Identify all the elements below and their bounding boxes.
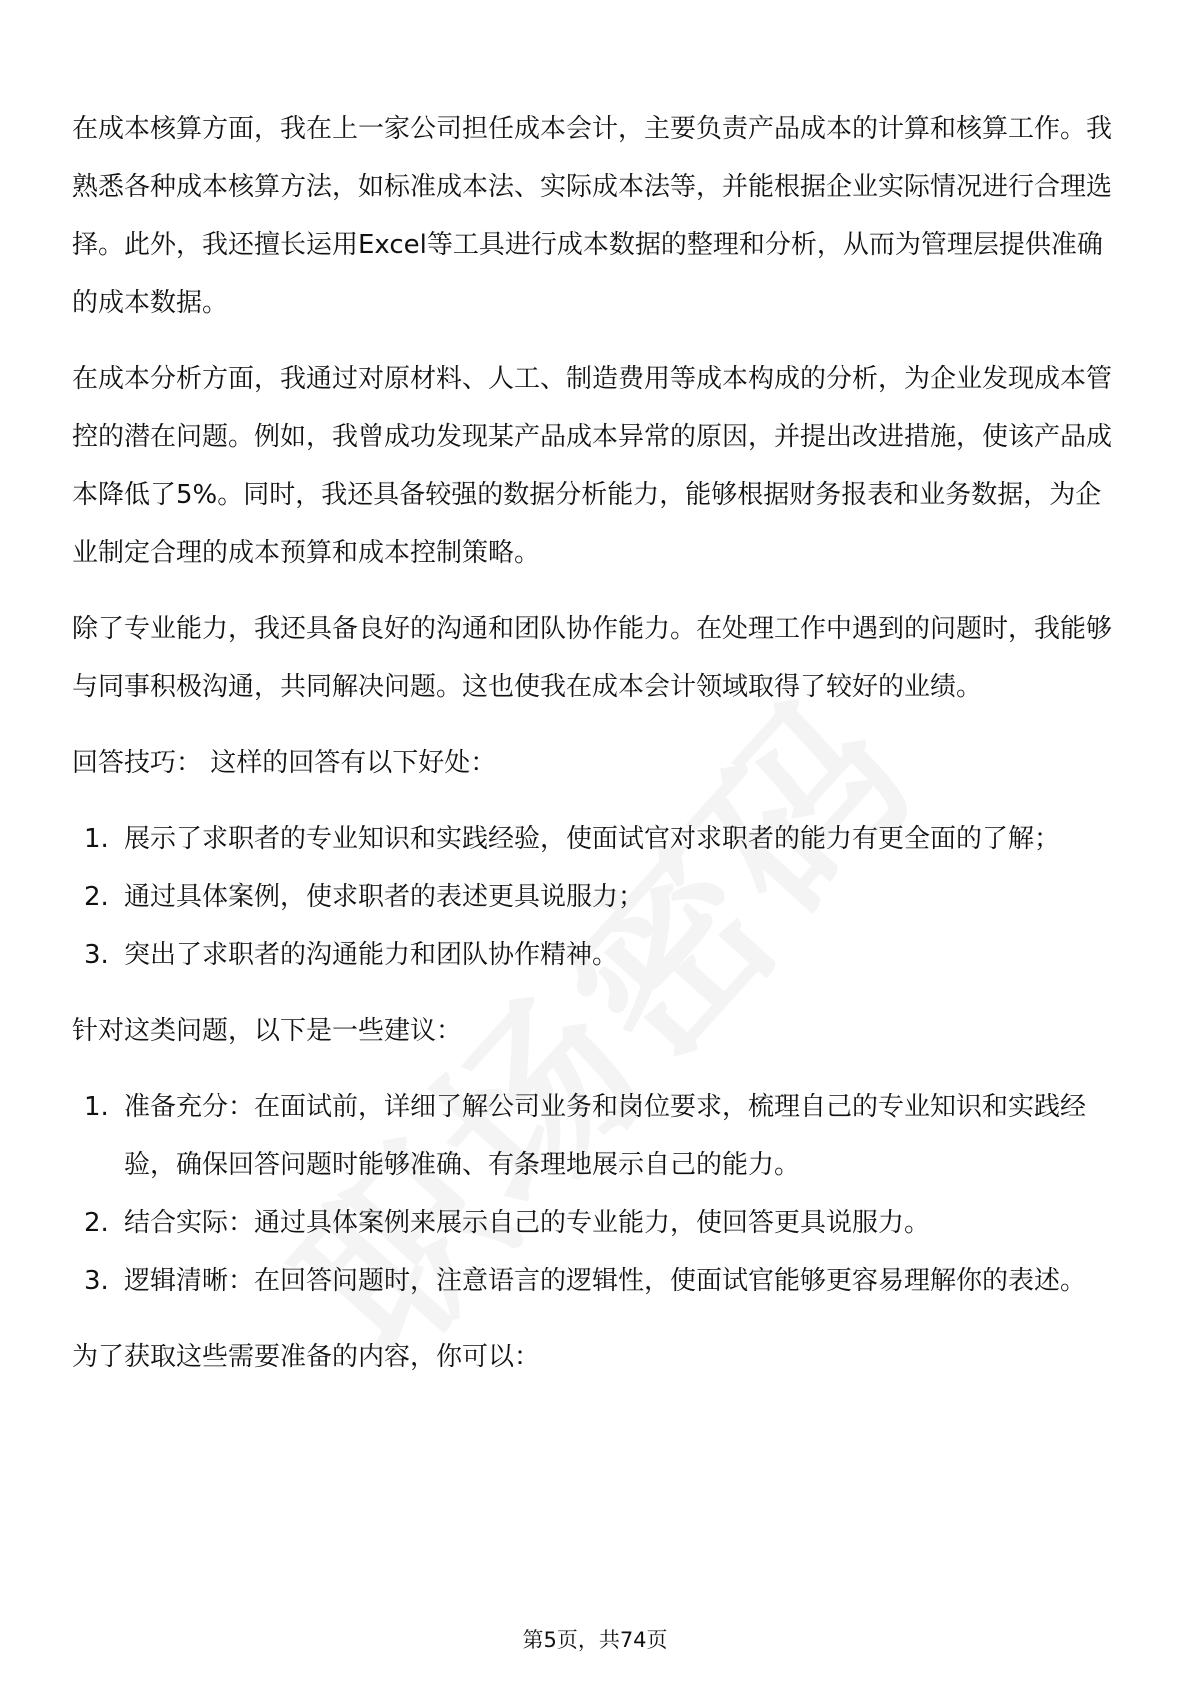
paragraph-cost-accounting: 在成本核算方面，我在上一家公司担任成本会计，主要负责产品成本的计算和核算工作。我熟悉各种成本核算方法，如标准成本法、实际成本法等，并能根据企业实际情况进行合理选择。此外，我还擅长运用Excel等工具进行成本数据的整理和分析，从而为管理层提供准确的成本数据。 <box>72 114 1113 318</box>
list-number: 2. <box>84 1208 109 1238</box>
list-text: 突出了求职者的沟通能力和团队协作精神。 <box>124 940 619 970</box>
page-footer: 第5页，共74页 <box>522 1628 668 1652</box>
list-number: 2. <box>84 882 109 912</box>
list-text: 展示了求职者的专业知识和实践经验，使面试官对求职者的能力有更全面的了解； <box>124 824 1061 854</box>
advice-list <box>72 1078 1118 1310</box>
advice-heading: 针对这类问题，以下是一些建议： <box>72 1016 463 1046</box>
list-text: 结合实际：通过具体案例来展示自己的专业能力，使回答更具说服力。 <box>124 1208 931 1238</box>
list-number: 1. <box>84 1092 109 1122</box>
list-number: 3. <box>84 1266 109 1296</box>
list-item <box>72 1194 1118 1252</box>
list-text: 通过具体案例，使求职者的表述更具说服力； <box>124 882 645 912</box>
list-item <box>72 810 1118 868</box>
tips-list <box>72 810 1118 984</box>
list-number: 3. <box>84 940 109 970</box>
closing-line: 为了获取这些需要准备的内容，你可以： <box>72 1342 541 1372</box>
tips-heading: 回答技巧： 这样的回答有以下好处： <box>72 748 497 778</box>
list-item <box>72 1252 1118 1310</box>
list-text: 逻辑清晰：在回答问题时，注意语言的逻辑性，使面试官能够更容易理解你的表述。 <box>124 1266 1087 1296</box>
list-item <box>72 868 1118 926</box>
paragraph-cost-analysis: 在成本分析方面，我通过对原材料、人工、制造费用等成本构成的分析，为企业发现成本管控的潜在问题。例如，我曾成功发现某产品成本异常的原因，并提出改进措施，使该产品成本降低了5%。同时，我还具备较强的数据分析能力，能够根据财务报表和业务数据，为企业制定合理的成本预算和成本控制策略。 <box>72 364 1113 568</box>
list-item <box>72 1078 1118 1194</box>
page-content <box>72 100 1118 1404</box>
paragraph-soft-skills: 除了专业能力，我还具备良好的沟通和团队协作能力。在处理工作中遇到的问题时，我能够与同事积极沟通，共同解决问题。这也使我在成本会计领域取得了较好的业绩。 <box>72 614 1113 702</box>
list-item <box>72 926 1118 984</box>
list-number: 1. <box>84 824 109 854</box>
list-text: 准备充分：在面试前，详细了解公司业务和岗位要求，梳理自己的专业知识和实践经验，确保回答问题时能够准确、有条理地展示自己的能力。 <box>124 1092 1087 1180</box>
